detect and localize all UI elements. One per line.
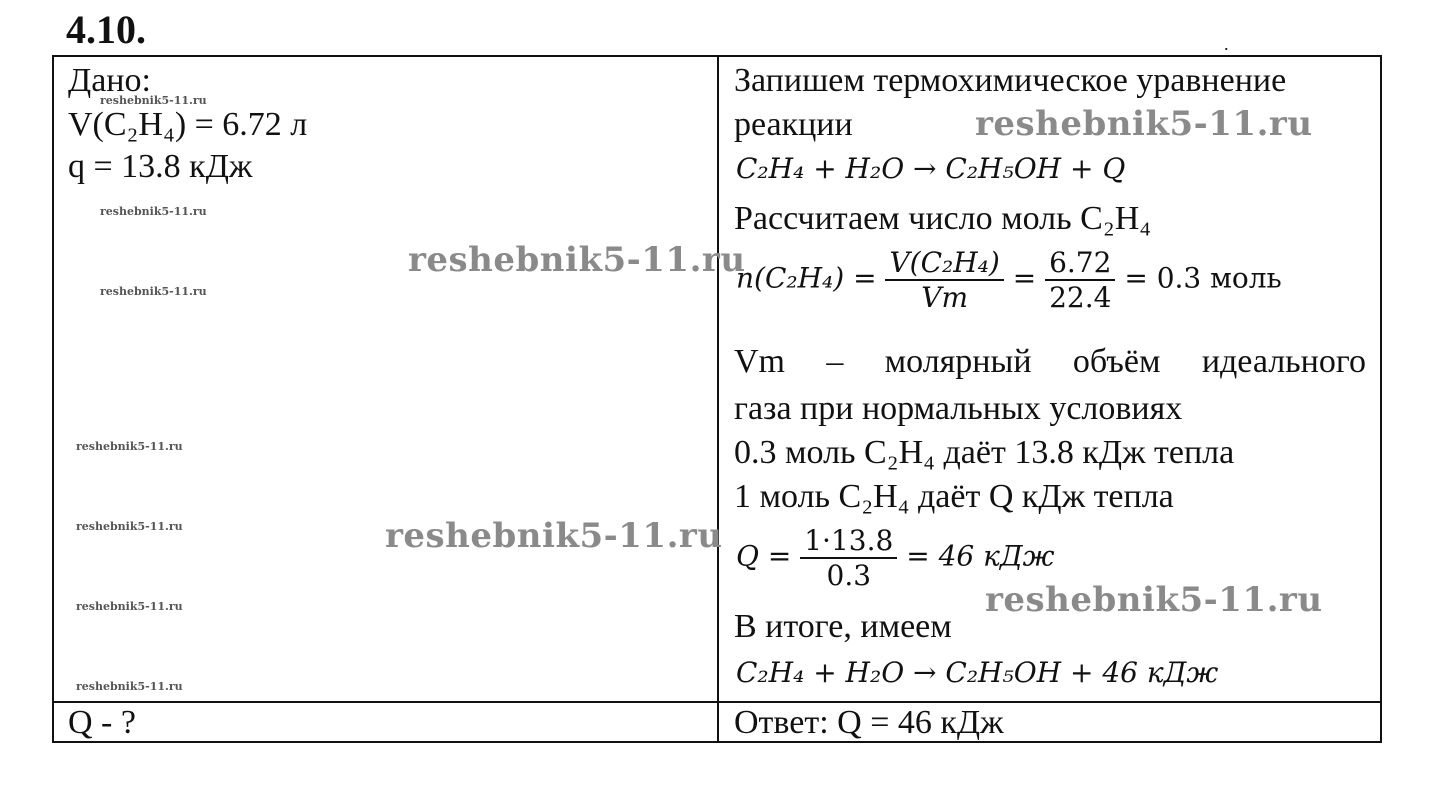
intro-text-line1: Запишем термохимическое уравнение bbox=[734, 62, 1287, 99]
vm-word-3: молярный bbox=[884, 343, 1032, 380]
proportion-line-1: 0.3 моль C₂H₄ даёт 13.8 кДж тепла bbox=[734, 434, 1235, 471]
vm-word-1: Vm bbox=[734, 343, 785, 380]
moles-value-numerator: 6.72 bbox=[1049, 246, 1112, 279]
watermark-small-5: reshebnik5-11.ru bbox=[76, 520, 183, 533]
watermark-large-4: reshebnik5-11.ru bbox=[985, 580, 1323, 620]
watermark-large-3: reshebnik5-11.ru bbox=[385, 516, 723, 556]
row-divider bbox=[52, 701, 1382, 703]
corner-dot: . bbox=[1224, 34, 1229, 54]
heat-fraction bbox=[800, 524, 897, 592]
intro-text-line2: реакции bbox=[734, 106, 853, 143]
watermark-small-3: reshebnik5-11.ru bbox=[100, 285, 207, 298]
moles-fraction-values bbox=[1045, 246, 1115, 314]
moles-equals: = bbox=[1012, 261, 1037, 295]
watermark-small-6: reshebnik5-11.ru bbox=[76, 600, 183, 613]
watermark-large-1: reshebnik5-11.ru bbox=[975, 104, 1313, 144]
moles-fraction bbox=[885, 246, 1003, 314]
given-heat: q = 13.8 кДж bbox=[68, 148, 253, 185]
answer-text: Ответ: Q = 46 кДж bbox=[734, 704, 1004, 741]
vm-word-2: – bbox=[826, 343, 844, 380]
watermark-small-7: reshebnik5-11.ru bbox=[76, 680, 183, 693]
given-heading: Дано: bbox=[68, 62, 151, 99]
moles-denominator: Vm bbox=[885, 279, 1003, 314]
vm-definition-line2: газа при нормальных условиях bbox=[734, 390, 1183, 427]
moles-lhs: n(C₂H₄) = bbox=[736, 261, 877, 295]
heat-result: = 46 кДж bbox=[906, 539, 1055, 573]
reaction-equation-1: C₂H₄ + H₂O → C₂H₅OH + Q bbox=[736, 152, 1126, 185]
heat-denominator: 0.3 bbox=[800, 557, 897, 592]
watermark-small-4: reshebnik5-11.ru bbox=[76, 440, 183, 453]
find-quantity: Q - ? bbox=[68, 704, 136, 741]
moles-heading: Рассчитаем число моль C₂H₄ bbox=[734, 200, 1152, 237]
watermark-large-2: reshebnik5-11.ru bbox=[408, 240, 746, 280]
moles-numerator: V(C₂H₄) bbox=[889, 246, 1000, 279]
column-divider bbox=[717, 55, 719, 743]
vm-definition-line1 bbox=[734, 345, 1366, 379]
vm-word-5: идеального bbox=[1201, 343, 1366, 380]
watermark-small-1: reshebnik5-11.ru bbox=[100, 94, 207, 107]
moles-formula bbox=[736, 246, 1282, 314]
heat-numerator: 1·13.8 bbox=[804, 524, 894, 557]
given-volume: V(C₂H₄) = 6.72 л bbox=[68, 106, 308, 143]
proportion-line-2: 1 моль C₂H₄ даёт Q кДж тепла bbox=[734, 478, 1174, 515]
watermark-small-2: reshebnik5-11.ru bbox=[100, 205, 207, 218]
heat-lhs: Q = bbox=[736, 539, 792, 573]
moles-result: = 0.3 моль bbox=[1124, 261, 1282, 295]
moles-value-denominator: 22.4 bbox=[1045, 279, 1115, 314]
reaction-equation-2: C₂H₄ + H₂O → C₂H₅OH + 46 кДж bbox=[736, 656, 1219, 689]
conclusion-text: В итоге, имеем bbox=[734, 608, 952, 645]
problem-number: 4.10. bbox=[66, 7, 146, 52]
vm-word-4: объём bbox=[1072, 343, 1161, 380]
